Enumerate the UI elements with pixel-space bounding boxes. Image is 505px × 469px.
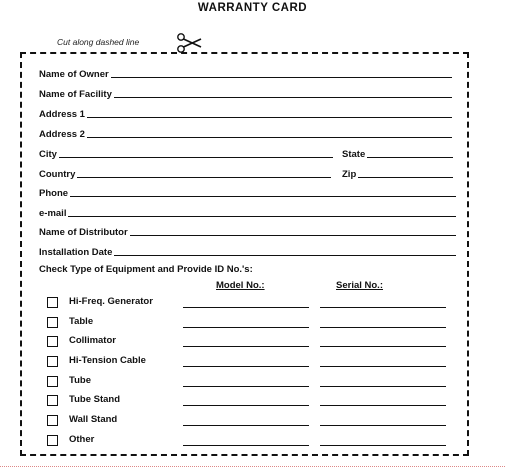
cut-instruction: Cut along dashed line	[57, 37, 140, 47]
model-number-line[interactable]	[183, 327, 309, 328]
serial-number-line[interactable]	[320, 327, 446, 328]
distributor-line[interactable]	[130, 235, 456, 236]
equipment-row	[47, 414, 457, 428]
country-line[interactable]	[77, 177, 331, 178]
equipment-checkbox[interactable]	[47, 356, 58, 367]
equipment-row	[47, 355, 457, 369]
distributor-field[interactable]	[39, 222, 456, 238]
card-title: WARRANTY CARD	[197, 2, 308, 14]
city-field[interactable]	[39, 144, 333, 160]
bottom-cut-line	[0, 466, 505, 467]
equipment-row	[47, 375, 457, 389]
equipment-checkbox[interactable]	[47, 376, 58, 387]
model-number-line[interactable]	[183, 366, 309, 367]
zip-line[interactable]	[358, 177, 453, 178]
serial-number-line[interactable]	[320, 366, 446, 367]
equipment-row	[47, 434, 457, 448]
equipment-row	[47, 394, 457, 408]
phone-label: Phone	[39, 188, 69, 199]
equipment-label: Tube	[69, 375, 91, 386]
country-label: Country	[39, 169, 76, 180]
equipment-checkbox[interactable]	[47, 297, 58, 308]
model-number-line[interactable]	[183, 386, 309, 387]
equipment-label: Other	[69, 434, 95, 445]
equipment-row	[47, 296, 457, 310]
installation-date-field[interactable]	[39, 242, 456, 258]
zip-field[interactable]	[342, 164, 453, 180]
address2-field[interactable]	[39, 124, 452, 140]
installation-date-label: Installation Date	[39, 247, 113, 258]
equipment-label: Wall Stand	[69, 414, 118, 425]
equipment-checkbox[interactable]	[47, 395, 58, 406]
serial-header: Serial No.:	[336, 280, 383, 291]
equipment-label: Hi-Freq. Generator	[69, 296, 153, 307]
facility-line[interactable]	[114, 97, 452, 98]
equipment-row	[47, 316, 457, 330]
scissors-icon	[175, 32, 205, 54]
zip-label: Zip	[342, 169, 357, 180]
state-field[interactable]	[342, 144, 453, 160]
email-field[interactable]	[39, 203, 456, 219]
equipment-label: Table	[69, 316, 94, 327]
equipment-row	[47, 335, 457, 349]
model-number-line[interactable]	[183, 405, 309, 406]
model-number-line[interactable]	[183, 346, 309, 347]
installation-date-line[interactable]	[114, 255, 456, 256]
model-number-line[interactable]	[183, 307, 309, 308]
facility-label: Name of Facility	[39, 89, 112, 100]
model-number-line[interactable]	[183, 425, 309, 426]
serial-number-line[interactable]	[320, 386, 446, 387]
city-line[interactable]	[59, 157, 333, 158]
equipment-label: Hi-Tension Cable	[69, 355, 146, 366]
country-field[interactable]	[39, 164, 331, 180]
state-label: State	[342, 149, 366, 160]
phone-field[interactable]	[39, 183, 456, 199]
owner-label: Name of Owner	[39, 69, 109, 80]
owner-line[interactable]	[111, 77, 452, 78]
address1-line[interactable]	[87, 117, 452, 118]
model-header: Model No.:	[216, 280, 265, 291]
equipment-checkbox[interactable]	[47, 317, 58, 328]
equipment-label: Tube Stand	[69, 394, 121, 405]
address2-line[interactable]	[87, 137, 452, 138]
equipment-label: Collimator	[69, 335, 116, 346]
address1-label: Address 1	[39, 109, 85, 120]
equipment-checkbox[interactable]	[47, 415, 58, 426]
phone-line[interactable]	[70, 196, 456, 197]
equipment-checkbox[interactable]	[47, 435, 58, 446]
model-number-line[interactable]	[183, 445, 309, 446]
serial-number-line[interactable]	[320, 307, 446, 308]
city-label: City	[39, 149, 57, 160]
facility-field[interactable]	[39, 84, 452, 100]
address1-field[interactable]	[39, 104, 452, 120]
serial-number-line[interactable]	[320, 405, 446, 406]
serial-number-line[interactable]	[320, 346, 446, 347]
distributor-label: Name of Distributor	[39, 227, 128, 238]
equipment-instruction: Check Type of Equipment and Provide ID No.'s:	[39, 264, 253, 275]
state-line[interactable]	[367, 157, 453, 158]
email-label: e-mail	[39, 208, 67, 219]
email-line[interactable]	[68, 216, 456, 217]
equipment-checkbox[interactable]	[47, 336, 58, 347]
address2-label: Address 2	[39, 129, 85, 140]
serial-number-line[interactable]	[320, 425, 446, 426]
owner-field[interactable]	[39, 64, 452, 80]
serial-number-line[interactable]	[320, 445, 446, 446]
